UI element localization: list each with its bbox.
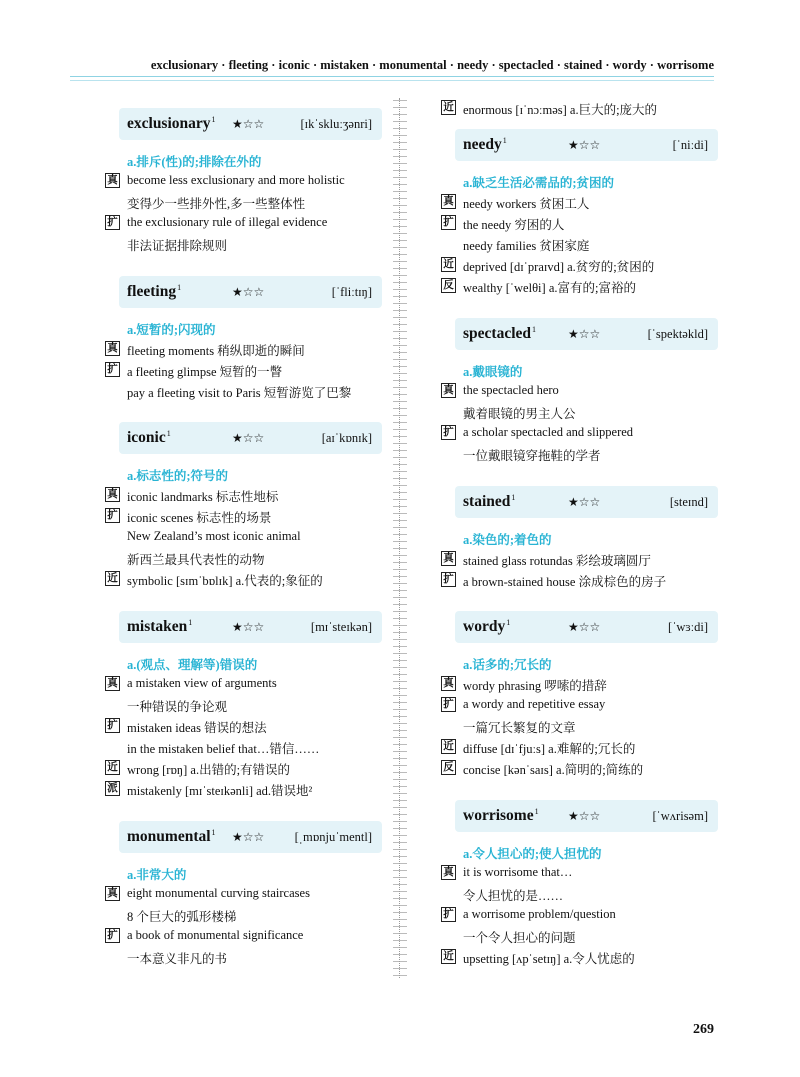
frequency-superscript: 1 bbox=[211, 115, 216, 124]
example-line bbox=[443, 865, 573, 880]
example-text: a scholar spectacled and slippered bbox=[463, 425, 634, 439]
example-text: it is worrisome that… bbox=[463, 865, 573, 879]
example-line bbox=[107, 341, 305, 359]
example-line bbox=[107, 886, 310, 901]
star-rating: ★☆☆ bbox=[568, 809, 601, 823]
frequency-superscript: 1 bbox=[534, 807, 539, 816]
headword bbox=[463, 325, 536, 343]
entry-header bbox=[119, 422, 382, 454]
phonetic: [steɪnd] bbox=[669, 495, 708, 509]
entry-header bbox=[455, 800, 718, 832]
carryover-line bbox=[443, 100, 658, 118]
frequency-superscript: 1 bbox=[177, 283, 182, 292]
example-line bbox=[443, 572, 667, 590]
label-tag: 扩 bbox=[441, 697, 456, 712]
star-rating: ★☆☆ bbox=[568, 495, 601, 509]
phonetic: [ˌmɒnjuˈmentl] bbox=[294, 830, 372, 844]
label-tag: 扩 bbox=[441, 215, 456, 230]
example-line bbox=[107, 571, 323, 589]
example-text: 一篇冗长繁复的文章 bbox=[463, 721, 576, 735]
definition: a.戴眼镜的 bbox=[463, 365, 523, 379]
example-text: a worrisome problem/question bbox=[463, 907, 616, 921]
frequency-superscript: 1 bbox=[211, 828, 216, 837]
example-text: 一本意义非凡的书 bbox=[127, 952, 228, 966]
example-line bbox=[107, 487, 279, 505]
tag-near: 近 bbox=[441, 100, 456, 115]
column-divider bbox=[393, 98, 407, 978]
headword bbox=[127, 429, 171, 447]
page-header bbox=[0, 0, 800, 90]
label-tag: 扩 bbox=[441, 425, 456, 440]
example-text: mistakenly [mɪˈsteɪkənli] ad.错误地² bbox=[127, 784, 313, 798]
example-text: 非法证据排除规则 bbox=[127, 239, 228, 253]
example-line bbox=[127, 949, 227, 967]
label-tag: 真 bbox=[441, 865, 456, 880]
example-line bbox=[107, 718, 267, 736]
headword-text: needy bbox=[463, 136, 502, 154]
example-line bbox=[463, 886, 563, 904]
example-text: a fleeting glimpse 短暂的一瞥 bbox=[127, 365, 283, 379]
entry-worrisome bbox=[441, 800, 741, 966]
example-line bbox=[127, 697, 227, 715]
label-tag: 近 bbox=[105, 571, 120, 586]
example-text: a wordy and repetitive essay bbox=[463, 697, 606, 711]
example-text: iconic scenes 标志性的场景 bbox=[127, 511, 272, 525]
example-line bbox=[443, 215, 565, 233]
label-tag: 真 bbox=[105, 676, 120, 691]
definition: a.短暂的;闪现的 bbox=[127, 323, 216, 337]
entry-mistaken bbox=[105, 611, 390, 798]
example-text: a mistaken view of arguments bbox=[127, 676, 277, 690]
label-tag: 近 bbox=[441, 257, 456, 272]
example-line bbox=[107, 781, 313, 799]
headword bbox=[127, 115, 216, 133]
carryover-text: enormous [ɪˈnɔːməs] a.巨大的;庞大的 bbox=[463, 103, 658, 117]
entry-spectacled bbox=[441, 318, 741, 463]
example-line bbox=[107, 215, 328, 230]
definition: a.排斥(性)的;排除在外的 bbox=[127, 155, 262, 169]
example-line bbox=[127, 529, 301, 544]
example-text: a book of monumental significance bbox=[127, 928, 304, 942]
example-line bbox=[443, 425, 634, 440]
example-line bbox=[463, 446, 601, 464]
star-rating: ★☆☆ bbox=[232, 285, 265, 299]
label-tag: 扩 bbox=[441, 572, 456, 587]
headword bbox=[127, 283, 181, 301]
example-text: wordy phrasing 啰嗦的措辞 bbox=[463, 679, 607, 693]
entry-iconic bbox=[105, 422, 390, 588]
example-text: stained glass rotundas 彩绘玻璃圆厅 bbox=[463, 554, 651, 568]
example-text: wrong [rɒŋ] a.出错的;有错误的 bbox=[127, 763, 291, 777]
example-text: the spectacled hero bbox=[463, 383, 559, 397]
entry-monumental bbox=[105, 821, 390, 966]
frequency-superscript: 1 bbox=[511, 493, 516, 502]
header-rule-thin bbox=[70, 80, 714, 81]
example-text: 一位戴眼镜穿拖鞋的学者 bbox=[463, 449, 601, 463]
frequency-superscript: 1 bbox=[506, 618, 511, 627]
example-text: in the mistaken belief that…错信…… bbox=[127, 742, 320, 756]
example-line bbox=[443, 739, 636, 757]
example-text: 一种错误的争论观 bbox=[127, 700, 228, 714]
example-line bbox=[463, 404, 576, 422]
label-tag: 真 bbox=[105, 886, 120, 901]
example-line bbox=[463, 928, 576, 946]
star-rating: ★☆☆ bbox=[568, 138, 601, 152]
example-line bbox=[127, 550, 265, 568]
example-line bbox=[443, 949, 635, 967]
headword-text: mistaken bbox=[127, 618, 188, 636]
example-line bbox=[127, 383, 351, 401]
example-text: mistaken ideas 错误的想法 bbox=[127, 721, 267, 735]
label-tag: 反 bbox=[441, 760, 456, 775]
star-rating: ★☆☆ bbox=[568, 620, 601, 634]
label-tag: 扩 bbox=[105, 718, 120, 733]
label-tag: 真 bbox=[105, 487, 120, 502]
definition: a.令人担心的;使人担忧的 bbox=[463, 847, 602, 861]
label-tag: 近 bbox=[441, 949, 456, 964]
entry-header bbox=[119, 611, 382, 643]
star-rating: ★☆☆ bbox=[232, 431, 265, 445]
entry-header bbox=[455, 129, 718, 161]
example-line bbox=[107, 173, 345, 188]
label-tag: 扩 bbox=[105, 928, 120, 943]
example-text: upsetting [ʌpˈsetɪŋ] a.令人忧虑的 bbox=[463, 952, 635, 966]
example-text: iconic landmarks 标志性地标 bbox=[127, 490, 279, 504]
entry-exclusionary bbox=[105, 108, 390, 253]
headword-text: worrisome bbox=[463, 807, 534, 825]
headword bbox=[463, 493, 515, 511]
label-tag: 真 bbox=[441, 194, 456, 209]
headword-text: iconic bbox=[127, 429, 166, 447]
entry-needy bbox=[441, 129, 741, 295]
definition: a.缺乏生活必需品的;贫困的 bbox=[463, 176, 615, 190]
example-text: 变得少一些排外性,多一些整体性 bbox=[127, 197, 306, 211]
phonetic: [ˈfliːtɪŋ] bbox=[331, 285, 372, 299]
label-tag: 扩 bbox=[105, 362, 120, 377]
example-text: needy workers 贫困工人 bbox=[463, 197, 590, 211]
entry-fleeting bbox=[105, 276, 390, 400]
phonetic: [aɪˈkɒnɪk] bbox=[321, 431, 372, 445]
phonetic: [mɪˈsteɪkən] bbox=[310, 620, 372, 634]
example-line bbox=[107, 508, 272, 526]
headword bbox=[463, 618, 510, 636]
phonetic: [ˈwʌrisəm] bbox=[652, 809, 708, 823]
example-text: eight monumental curving staircases bbox=[127, 886, 310, 900]
example-text: fleeting moments 稍纵即逝的瞬间 bbox=[127, 344, 305, 358]
headword-text: stained bbox=[463, 493, 511, 511]
header-rule bbox=[70, 76, 714, 77]
headword-text: fleeting bbox=[127, 283, 177, 301]
example-line bbox=[443, 697, 606, 712]
label-tag: 派 bbox=[105, 781, 120, 796]
definition: a.非常大的 bbox=[127, 868, 187, 882]
label-tag: 反 bbox=[441, 278, 456, 293]
example-text: New Zealand’s most iconic animal bbox=[127, 529, 301, 543]
label-tag: 真 bbox=[105, 173, 120, 188]
entry-header bbox=[455, 486, 718, 518]
example-line bbox=[463, 718, 576, 736]
definition: a.话多的;冗长的 bbox=[463, 658, 552, 672]
example-line bbox=[107, 760, 291, 778]
frequency-superscript: 1 bbox=[532, 325, 537, 334]
phonetic: [ˈwɜːdi] bbox=[668, 620, 708, 634]
frequency-superscript: 1 bbox=[188, 618, 193, 627]
frequency-superscript: 1 bbox=[502, 136, 507, 145]
phonetic: [ˈspektəkld] bbox=[647, 327, 708, 341]
example-text: the exclusionary rule of illegal evidence bbox=[127, 215, 328, 229]
entry-header bbox=[119, 108, 382, 140]
example-line bbox=[463, 236, 589, 254]
example-line bbox=[443, 760, 644, 778]
definition: a.标志性的;符号的 bbox=[127, 469, 229, 483]
example-text: become less exclusionary and more holistic bbox=[127, 173, 345, 187]
example-line bbox=[107, 362, 283, 380]
example-text: 令人担忧的是…… bbox=[463, 889, 564, 903]
example-line bbox=[107, 928, 304, 943]
entry-header bbox=[455, 611, 718, 643]
label-tag: 真 bbox=[105, 341, 120, 356]
example-line bbox=[443, 383, 559, 398]
headword bbox=[463, 807, 539, 825]
phonetic: [ɪkˈskluːʒənri] bbox=[300, 117, 372, 131]
example-line bbox=[127, 236, 227, 254]
entry-header bbox=[119, 276, 382, 308]
example-text: pay a fleeting visit to Paris 短暂游览了巴黎 bbox=[127, 386, 352, 400]
example-text: needy families 贫困家庭 bbox=[463, 239, 590, 253]
example-line bbox=[127, 907, 236, 925]
example-line bbox=[127, 739, 319, 757]
example-line bbox=[443, 676, 607, 694]
example-text: deprived [dɪˈpraɪvd] a.贫穷的;贫困的 bbox=[463, 260, 655, 274]
label-tag: 扩 bbox=[105, 215, 120, 230]
star-rating: ★☆☆ bbox=[232, 830, 265, 844]
example-text: 8 个巨大的弧形楼梯 bbox=[127, 910, 237, 924]
example-text: 一个令人担心的问题 bbox=[463, 931, 576, 945]
star-rating: ★☆☆ bbox=[232, 620, 265, 634]
entry-header bbox=[455, 318, 718, 350]
label-tag: 扩 bbox=[105, 508, 120, 523]
label-tag: 真 bbox=[441, 551, 456, 566]
star-rating: ★☆☆ bbox=[232, 117, 265, 131]
example-line bbox=[107, 676, 277, 691]
headword bbox=[463, 136, 507, 154]
frequency-superscript: 1 bbox=[166, 429, 171, 438]
label-tag: 近 bbox=[105, 760, 120, 775]
headword-text: spectacled bbox=[463, 325, 532, 343]
label-tag: 近 bbox=[441, 739, 456, 754]
example-text: a brown-stained house 涂成棕色的房子 bbox=[463, 575, 667, 589]
example-line bbox=[443, 194, 590, 212]
entry-stained bbox=[441, 486, 741, 589]
example-text: wealthy [ˈwelθi] a.富有的;富裕的 bbox=[463, 281, 636, 295]
example-text: symbolic [sɪmˈbɒlɪk] a.代表的;象征的 bbox=[127, 574, 323, 588]
headword bbox=[127, 618, 192, 636]
page-number: 269 bbox=[693, 1022, 714, 1037]
example-text: 戴着眼镜的男主人公 bbox=[463, 407, 576, 421]
label-tag: 扩 bbox=[441, 907, 456, 922]
header-word-list: exclusionary · fleeting · iconic · mistaken · monumental · needy · spectacled · stained · wordy · worrisome bbox=[150, 58, 714, 72]
star-rating: ★☆☆ bbox=[568, 327, 601, 341]
example-text: 新西兰最具代表性的动物 bbox=[127, 553, 265, 567]
headword-text: monumental bbox=[127, 828, 211, 846]
example-line bbox=[127, 194, 305, 212]
entry-header bbox=[119, 821, 382, 853]
entry-wordy bbox=[441, 611, 741, 777]
definition: a.染色的;着色的 bbox=[463, 533, 552, 547]
example-line bbox=[443, 257, 655, 275]
phonetic: [ˈniːdi] bbox=[672, 138, 708, 152]
example-line bbox=[443, 551, 651, 569]
headword-text: exclusionary bbox=[127, 115, 211, 133]
headword-text: wordy bbox=[463, 618, 506, 636]
example-text: diffuse [dɪˈfjuːs] a.难解的;冗长的 bbox=[463, 742, 636, 756]
example-line bbox=[443, 907, 616, 922]
example-line bbox=[443, 278, 636, 296]
headword bbox=[127, 828, 216, 846]
example-text: concise [kənˈsaɪs] a.简明的;简练的 bbox=[463, 763, 644, 777]
definition: a.(观点、理解等)错误的 bbox=[127, 658, 258, 672]
label-tag: 真 bbox=[441, 383, 456, 398]
example-text: the needy 穷困的人 bbox=[463, 218, 565, 232]
label-tag: 真 bbox=[441, 676, 456, 691]
